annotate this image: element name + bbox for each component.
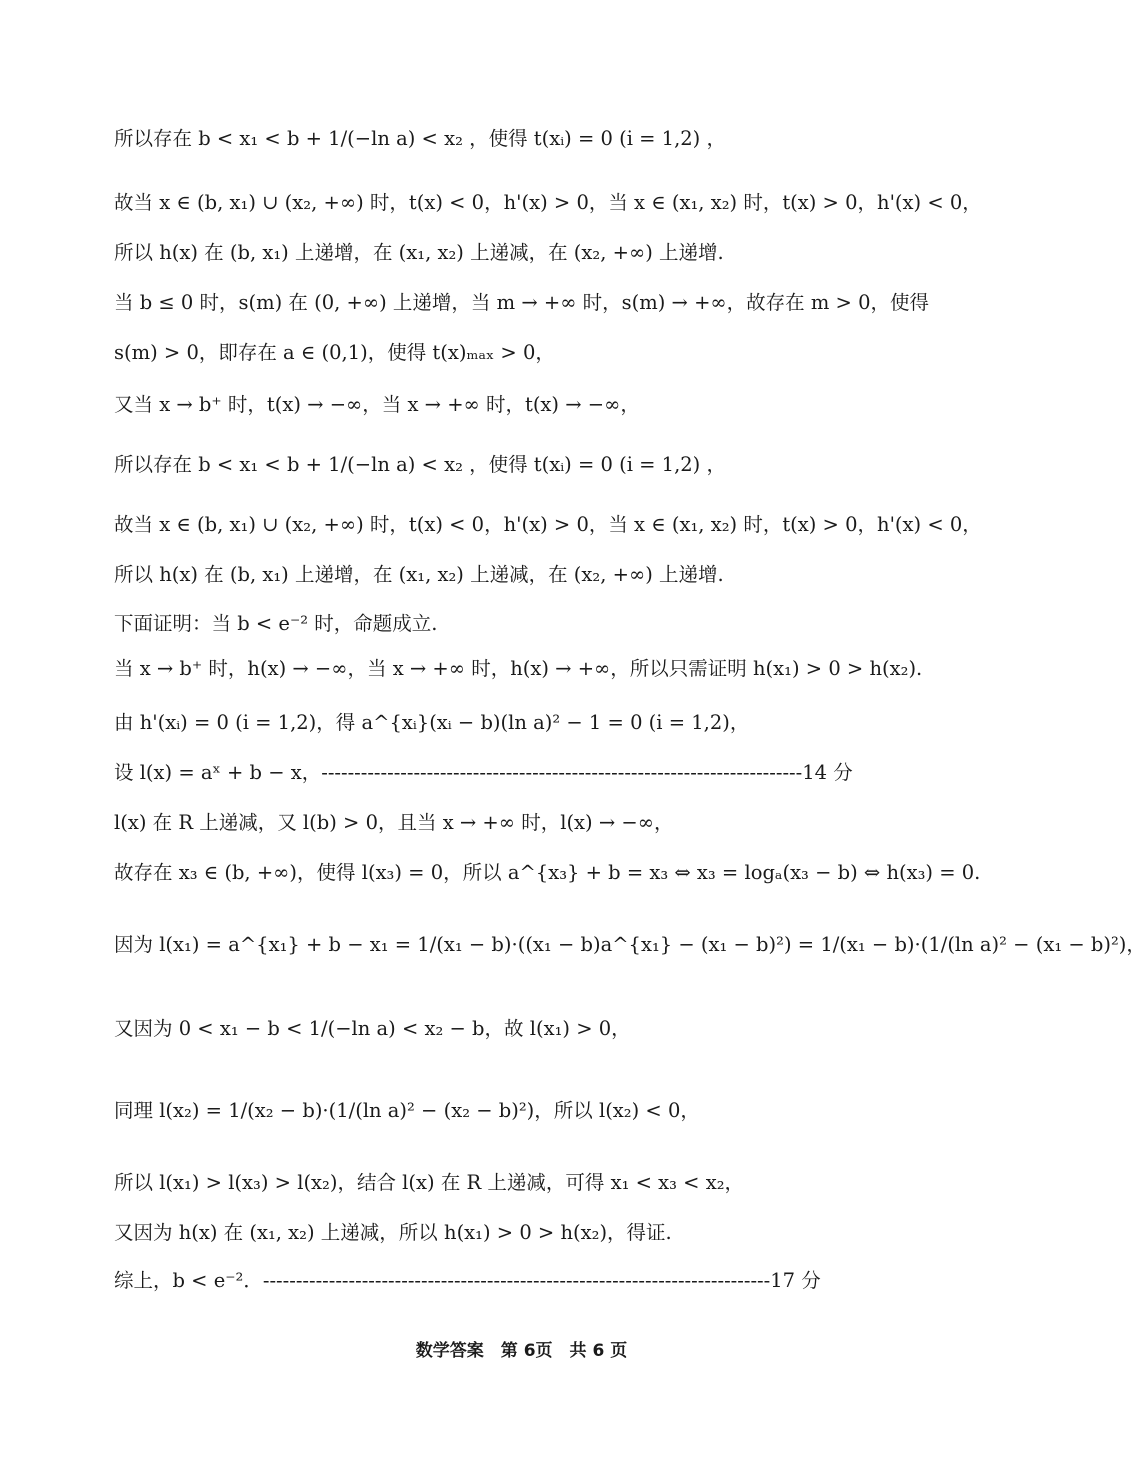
solution-line: 下面证明：当 b < e⁻² 时，命题成立.	[114, 612, 438, 635]
page-footer: 数学答案 第 6页 共 6 页	[415, 1341, 628, 1361]
solution-line: 所以 h(x) 在 (b, x₁) 上递增，在 (x₁, x₂) 上递减，在 (x₂, +∞) 上递增.	[114, 563, 724, 586]
solution-line: 所以存在 b < x₁ < b + 1/(−ln a) < x₂ ，使得 t(xᵢ) = 0 (i = 1,2) ，	[114, 127, 726, 150]
solution-line: 综上，b < e⁻²．-----------------------------------------------------------------------------17 分	[114, 1269, 821, 1292]
solution-line: 又当 x → b⁺ 时，t(x) → −∞，当 x → +∞ 时，t(x) → −∞，	[114, 393, 640, 416]
solution-line: 故当 x ∈ (b, x₁) ∪ (x₂, +∞) 时，t(x) < 0，h'(x) > 0，当 x ∈ (x₁, x₂) 时，t(x) > 0，h'(x) < 0，	[114, 191, 982, 214]
solution-line: 设 l(x) = aˣ + b − x，-------------------------------------------------------------------------14 分	[114, 761, 853, 784]
solution-line: 所以 h(x) 在 (b, x₁) 上递增，在 (x₁, x₂) 上递减，在 (x₂, +∞) 上递增.	[114, 241, 724, 264]
solution-line: s(m) > 0，即存在 a ∈ (0,1)，使得 t(x)ₘₐₓ > 0，	[114, 341, 555, 364]
solution-line: 所以 l(x₁) > l(x₃) > l(x₂)，结合 l(x) 在 R 上递减，可得 x₁ < x₃ < x₂，	[114, 1171, 745, 1194]
solution-line: 同理 l(x₂) = 1/(x₂ − b)·(1/(ln a)² − (x₂ − b)²)，所以 l(x₂) < 0，	[114, 1099, 700, 1122]
solution-line: 由 h'(xᵢ) = 0 (i = 1,2)，得 a^{xᵢ}(xᵢ − b)(ln a)² − 1 = 0 (i = 1,2)，	[114, 711, 750, 734]
solution-line: 当 b ≤ 0 时，s(m) 在 (0, +∞) 上递增，当 m → +∞ 时，s(m) → +∞，故存在 m > 0，使得	[114, 291, 930, 314]
solution-line: 当 x → b⁺ 时，h(x) → −∞，当 x → +∞ 时，h(x) → +∞，所以只需证明 h(x₁) > 0 > h(x₂).	[114, 657, 923, 680]
solution-line: l(x) 在 R 上递减，又 l(b) > 0，且当 x → +∞ 时，l(x) → −∞，	[114, 811, 674, 834]
solution-line: 又因为 0 < x₁ − b < 1/(−ln a) < x₂ − b，故 l(x₁) > 0，	[114, 1017, 631, 1040]
solution-line: 所以存在 b < x₁ < b + 1/(−ln a) < x₂ ，使得 t(xᵢ) = 0 (i = 1,2) ，	[114, 453, 726, 476]
solution-line: 又因为 h(x) 在 (x₁, x₂) 上递减，所以 h(x₁) > 0 > h(x₂)，得证.	[114, 1221, 672, 1244]
solution-line: 故存在 x₃ ∈ (b, +∞)，使得 l(x₃) = 0，所以 a^{x₃} + b = x₃ ⇔ x₃ = logₐ(x₃ − b) ⇔ h(x₃) = 0.	[114, 861, 981, 884]
solution-line: 故当 x ∈ (b, x₁) ∪ (x₂, +∞) 时，t(x) < 0，h'(x) > 0，当 x ∈ (x₁, x₂) 时，t(x) > 0，h'(x) < 0，	[114, 513, 982, 536]
solution-line: 因为 l(x₁) = a^{x₁} + b − x₁ = 1/(x₁ − b)·((x₁ − b)a^{x₁} − (x₁ − b)²) = 1/(x₁ − b)·(1/(ln a)² − (x₁ − b)²)，	[114, 933, 1146, 956]
